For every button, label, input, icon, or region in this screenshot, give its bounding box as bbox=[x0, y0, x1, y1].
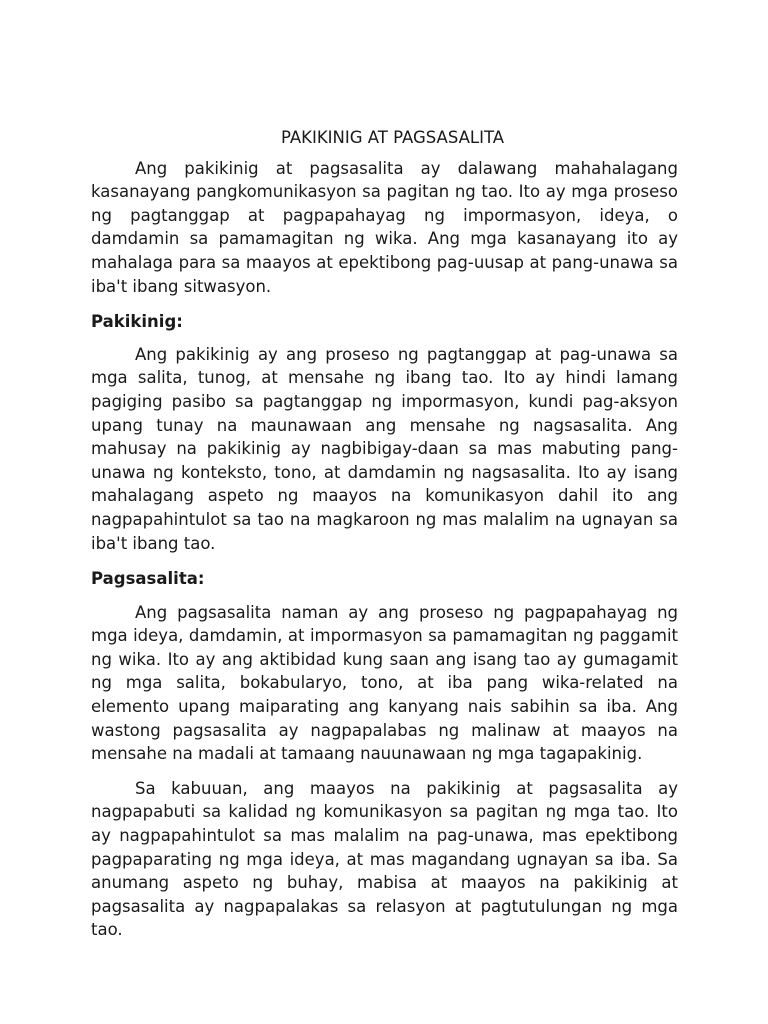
section-body-pagsasalita: Ang pagsasalita naman ay ang proseso ng pagpapahayag ng mga ideya, damdamin, at impormasyon sa pamamagitan ng paggamit ng wika. Ito ay ang aktibidad kung saan ang isang tao ay gumagamit ng mga salita, bokabularyo, tono, at iba pang wika-related na elemento upang maiparating ang kanyang nais sabihin sa iba. Ang wastong pagsasalita ay nagpapalabas ng malinaw at maayos na mensahe na madali at tamaang nauunawaan ng mga tagapakinig. bbox=[91, 602, 678, 764]
section-heading-pakikinig: Pakikinig: bbox=[91, 312, 183, 332]
document-title: PAKIKINIG AT PAGSASALITA bbox=[280, 128, 505, 147]
document-page bbox=[91, 126, 678, 942]
conclusion-paragraph: Sa kabuuan, ang maayos na pakikinig at pagsasalita ay nagpapabuti sa kalidad ng komunikasyon sa pagitan ng mga tao. Ito ay nagpapahintulot sa mas malalim na pag-unawa, mas epektibong pagpaparating ng mga ideya, at mas magandang ugnayan sa iba. Sa anumang aspeto ng buhay, mabisa at maayos na pakikinig at pagsasalita ay nagpapalakas sa relasyon at pagtutulungan ng mga tao. bbox=[91, 778, 678, 940]
section-body-pakikinig: Ang pakikinig ay ang proseso ng pagtanggap at pag-unawa sa mga salita, tunog, at mensahe ng ibang tao. Ito ay hindi lamang pagiging pasibo sa pagtanggap ng impormasyon, kundi pag-aksyon upang tunay na maunawaan ang mensahe ng nagsasalita. Ang mahusay na pakikinig ay nagbibigay-daan sa mas mabuting pang-unawa ng konteksto, tono, at damdamin ng nagsasalita. Ito ay isang mahalagang aspeto ng maayos na komunikasyon dahil ito ang nagpapahintulot sa tao na magkaroon ng mas malalim na ugnayan sa iba't ibang tao. bbox=[91, 344, 678, 553]
intro-paragraph: Ang pakikinig at pagsasalita ay dalawang mahahalagang kasanayang pangkomunikasyon sa pagitan ng tao. Ito ay mga proseso ng pagtanggap at pagpapahayag ng impormasyon, ideya, o damdamin sa pamamagitan ng wika. Ang mga kasanayang ito ay mahalaga para sa maayos at epektibong pag-uusap at pang-unawa sa iba't ibang sitwasyon. bbox=[91, 158, 678, 296]
section-heading-pagsasalita: Pagsasalita: bbox=[91, 569, 205, 589]
